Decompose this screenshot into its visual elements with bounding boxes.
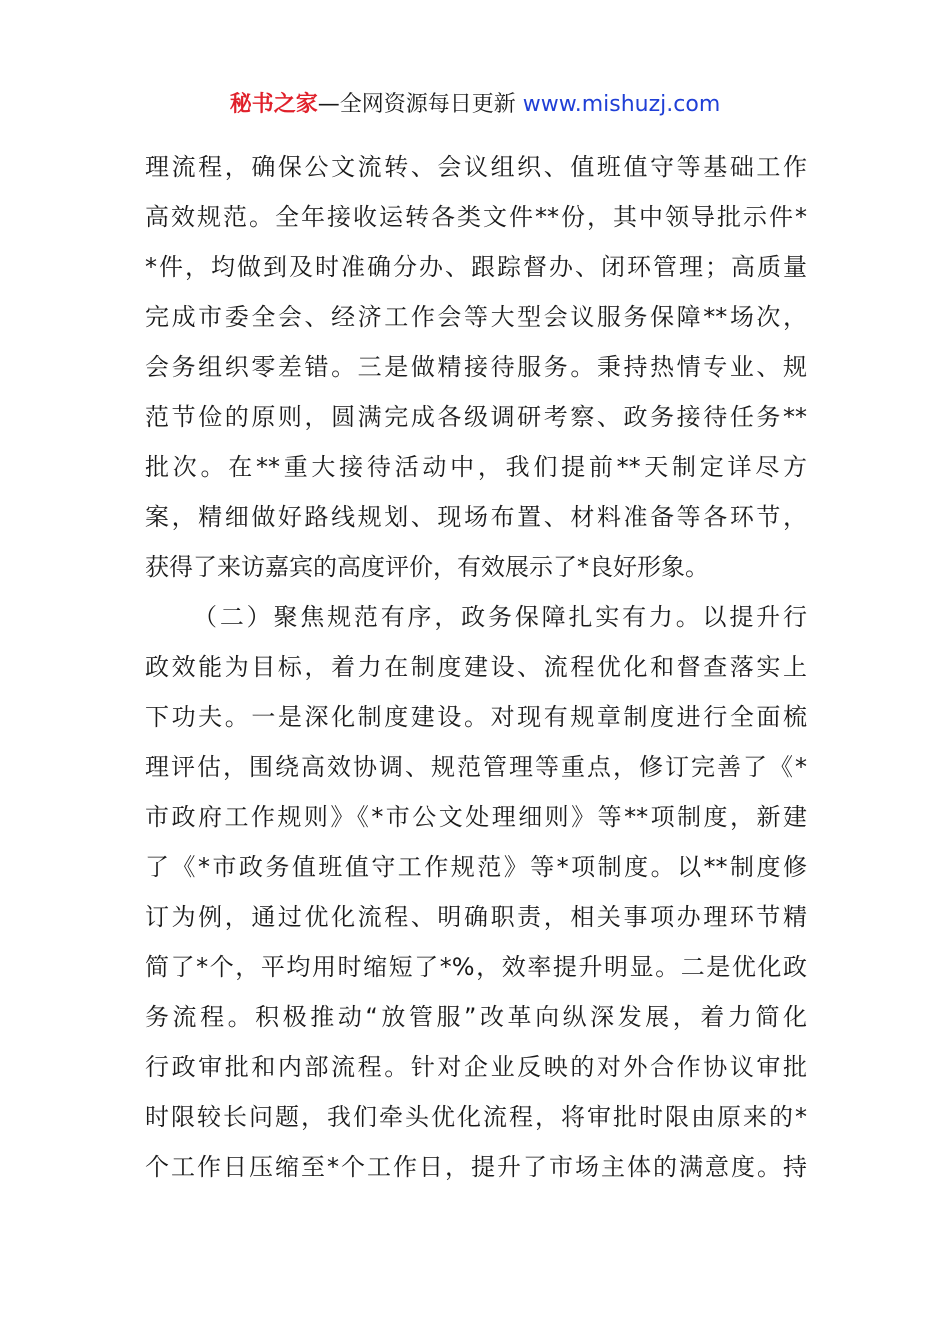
site-header: [0, 88, 950, 122]
text-line: 市政府工作规则》《*市公文处理细则》等**项制度，新建: [145, 803, 807, 831]
text-line: 行政审批和内部流程。针对企业反映的对外合作协议审批: [145, 1053, 807, 1081]
section-heading-line: （二）聚焦规范有序，政务保障扎实有力。以提升行: [193, 603, 807, 631]
text-line: 下功夫。一是深化制度建设。对现有规章制度进行全面梳: [145, 703, 807, 731]
text-line: *件，均做到及时准确分办、跟踪督办、闭环管理；高质量: [145, 253, 807, 281]
text-line: 案，精细做好路线规划、现场布置、材料准备等各环节，: [145, 503, 807, 531]
text-line: 时限较长问题，我们牵头优化流程，将审批时限由原来的*: [145, 1103, 807, 1131]
text-line: 获得了来访嘉宾的高度评价，有效展示了*良好形象。: [145, 553, 709, 581]
text-line: 政效能为目标，着力在制度建设、流程优化和督查落实上: [145, 653, 807, 681]
site-url-link[interactable]: www.mishuzj.com: [522, 92, 721, 117]
text-line: 完成市委全会、经济工作会等大型会议服务保障**场次，: [145, 303, 807, 331]
document-body: [145, 148, 807, 1198]
text-line: 高效规范。全年接收运转各类文件**份，其中领导批示件*: [145, 203, 807, 231]
text-line: 理流程，确保公文流转、会议组织、值班值守等基础工作: [145, 153, 807, 181]
text-line: 订为例，通过优化流程、明确职责，相关事项办理环节精: [145, 903, 807, 931]
text-line: 范节俭的原则，圆满完成各级调研考察、政务接待任务**: [145, 403, 807, 431]
site-brand: 秘书之家: [229, 92, 318, 117]
site-tagline: —全网资源每日更新: [317, 92, 516, 117]
text-line: 简了*个，平均用时缩短了*%，效率提升明显。二是优化政: [145, 953, 807, 981]
text-line: 批次。在**重大接待活动中，我们提前**天制定详尽方: [145, 453, 807, 481]
text-line: 理评估，围绕高效协调、规范管理等重点，修订完善了《*: [145, 753, 807, 781]
text-line: 务流程。积极推动“放管服”改革向纵深发展，着力简化: [145, 1003, 807, 1031]
text-line: 了《*市政务值班值守工作规范》等*项制度。以**制度修: [145, 853, 807, 881]
text-line: 会务组织零差错。三是做精接待服务。秉持热情专业、规: [145, 353, 807, 381]
text-line: 个工作日压缩至*个工作日，提升了市场主体的满意度。持: [145, 1153, 807, 1181]
